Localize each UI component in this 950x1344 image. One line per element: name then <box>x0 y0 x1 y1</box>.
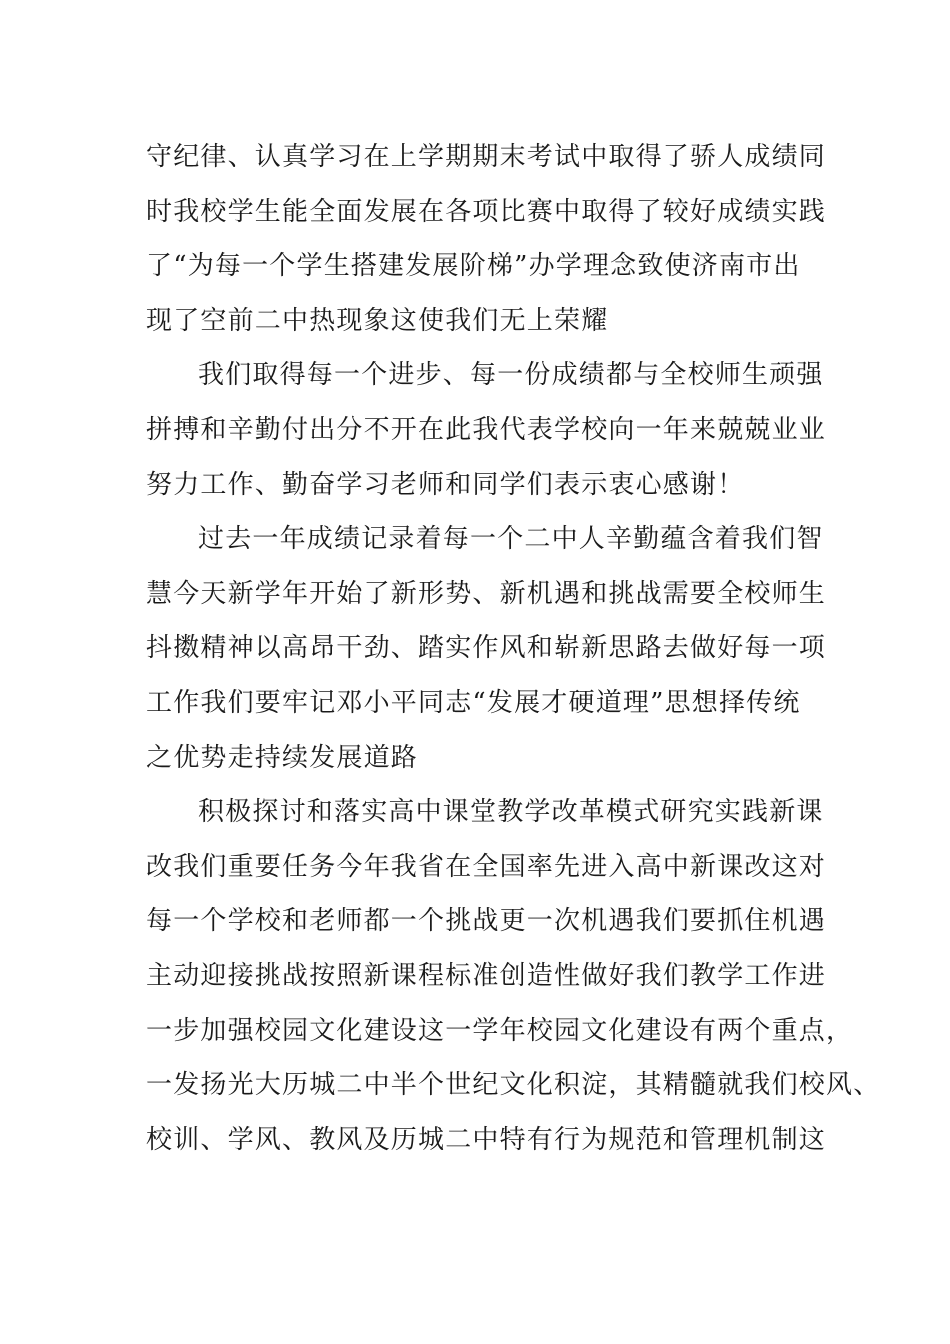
text-line: 一步加强校园文化建设这一学年校园文化建设有两个重点， <box>146 1015 854 1046</box>
text-line: 努力工作、勤奋学习老师和同学们表示衷心感谢！ <box>146 469 745 500</box>
text-line: 了“为每一个学生搭建发展阶梯”办学理念致使济南市出 <box>146 251 801 282</box>
document-body <box>146 130 881 1167</box>
text-line: 守纪律、认真学习在上学期期末考试中取得了骄人成绩同 <box>146 142 827 172</box>
text-line: 现了空前二中热现象这使我们无上荣耀 <box>146 305 609 336</box>
text-line: 拼搏和辛勤付出分不开在此我代表学校向一年来兢兢业业 <box>146 414 827 445</box>
text-line: 改我们重要任务今年我省在全国率先进入高中新课改这对 <box>146 851 827 882</box>
paragraph-2 <box>146 348 836 512</box>
text-line: 慧今天新学年开始了新形势、新机遇和挑战需要全校师生 <box>146 578 827 609</box>
text-line: 我们取得每一个进步、每一份成绩都与全校师生顽强 <box>198 360 824 391</box>
paragraph-1 <box>146 130 836 348</box>
text-line: 校训、学风、教风及历城二中特有行为规范和管理机制这 <box>146 1124 827 1155</box>
text-line: 主动迎接挑战按照新课程标准创造性做好我们教学工作进 <box>146 960 827 991</box>
text-line: 时我校学生能全面发展在各项比赛中取得了较好成绩实践 <box>146 196 827 227</box>
text-line: 一发扬光大历城二中半个世纪文化积淀，其精髓就我们校风、 <box>146 1070 881 1101</box>
text-line: 抖擞精神以高昂干劲、踏实作风和崭新思路去做好每一项 <box>146 633 827 664</box>
text-line: 之优势走持续发展道路 <box>146 742 419 773</box>
paragraph-4 <box>146 785 881 1167</box>
text-line: 积极探讨和落实高中课堂教学改革模式研究实践新课 <box>198 797 824 828</box>
text-line: 过去一年成绩记录着每一个二中人辛勤蕴含着我们智 <box>198 524 824 555</box>
paragraph-3 <box>146 512 836 785</box>
text-line: 每一个学校和老师都一个挑战更一次机遇我们要抓住机遇 <box>146 906 827 937</box>
text-line: 工作我们要牢记邓小平同志“发展才硬道理”思想择传统 <box>146 687 801 718</box>
